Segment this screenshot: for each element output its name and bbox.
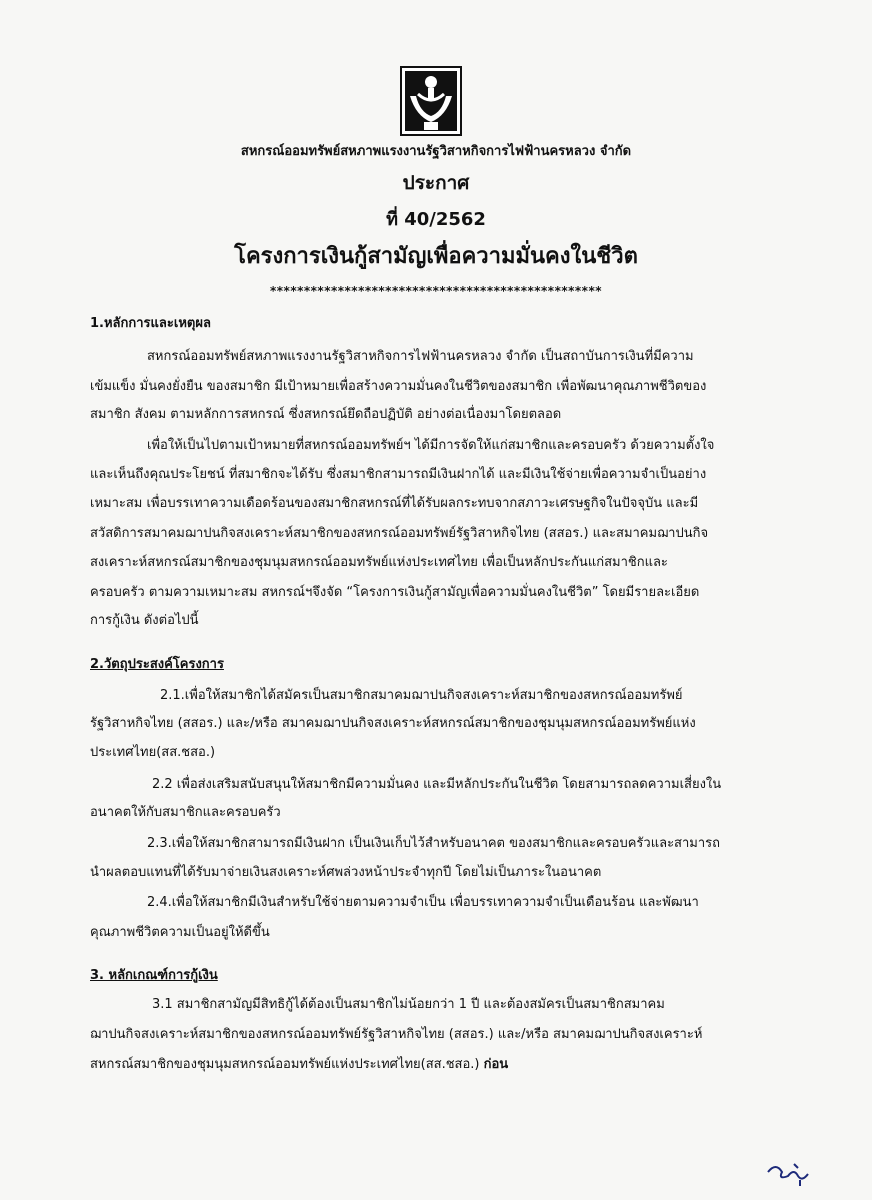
paragraph-text: สหกรณ์สมาชิกของชุมนุมสหกรณ์ออมทรัพย์แห่งประเทศไทย(สส.ชสอ.) [90,1057,484,1072]
paragraph-line [90,1057,508,1073]
announcement-number: ที่ 40/2562 [386,209,486,230]
paragraph-line: 2.2 เพื่อส่งเสริมสนับสนุนให้สมาชิกมีความมั่นคง และมีหลักประกันในชีวิต โดยสามารถลดความเสี่ยงใน [152,777,722,792]
paragraph-line: เข้มแข็ง มั่นคงยั่งยืน ของสมาชิก มีเป้าหมายเพื่อสร้างความมั่นคงในชีวิตของสมาชิก เพื่อพัฒนาคุณภาพชีวิตของ [90,379,707,394]
section2-heading: 2.วัตถุประสงค์โครงการ [90,657,224,672]
paragraph-line: เหมาะสม เพื่อบรรเทาความเดือดร้อนของสมาชิกสหกรณ์ที่ได้รับผลกระทบจากสภาวะเศรษฐกิจในปัจจุบัน และมี [90,496,699,511]
paragraph-line: 2.3.เพื่อให้สมาชิกสามารถมีเงินฝาก เป็นเงินเก็บไว้สำหรับอนาคต ของสมาชิกและครอบครัวและสามารถ [147,836,721,851]
paragraph-line: สงเคราะห์สหกรณ์สมาชิกของชุมนุมสหกรณ์ออมทรัพย์แห่งประเทศไทย เพื่อเป็นหลักประกันแก่สมาชิกและ [90,555,668,570]
cooperative-logo-icon [400,66,462,136]
organization-name: สหกรณ์ออมทรัพย์สหภาพแรงงานรัฐวิสาหกิจการไฟฟ้านครหลวง จำกัด [240,144,632,159]
paragraph-line: ฌาปนกิจสงเคราะห์สมาชิกของสหกรณ์ออมทรัพย์รัฐวิสาหกิจไทย (สสอร.) และ/หรือ สมาคมฌาปนกิจสงเคราะห์ [90,1027,703,1042]
paragraph-line: 3.1 สมาชิกสามัญมีสิทธิกู้ได้ต้องเป็นสมาชิกไม่น้อยกว่า 1 ปี และต้องสมัครเป็นสมาชิกสมาคม [152,997,665,1012]
project-title: โครงการเงินกู้สามัญเพื่อความมั่นคงในชีวิต [234,244,638,269]
paragraph-line: คุณภาพชีวิตความเป็นอยู่ให้ดีขึ้น [90,925,270,940]
emphasis-text: ก่อน [483,1057,509,1072]
paragraph-line: สหกรณ์ออมทรัพย์สหภาพแรงงานรัฐวิสาหกิจการไฟฟ้านครหลวง จำกัด เป็นสถาบันการเงินที่มีความ [147,349,694,364]
paragraph-line: นำผลตอบแทนที่ได้รับมาจ่ายเงินสงเคราะห์ศพล่วงหน้าประจำทุกปี โดยไม่เป็นภาระในอนาคต [90,865,602,880]
paragraph-line: รัฐวิสาหกิจไทย (สสอร.) และ/หรือ สมาคมฌาปนกิจสงเคราะห์สหกรณ์สมาชิกของชุมนุมสหกรณ์ออมทรัพย์แห่ง [90,716,696,731]
separator-line: ************************************************* [270,284,602,298]
paragraph-line: เพื่อให้เป็นไปตามเป้าหมายที่สหกรณ์ออมทรัพย์ฯ ได้มีการจัดให้แก่สมาชิกและครอบครัว ด้วยความตั้งใจ [147,438,715,453]
paragraph-line: 2.4.เพื่อให้สมาชิกมีเงินสำหรับใช้จ่ายตามความจำเป็น เพื่อบรรเทาความจำเป็นเดือนร้อน และพัฒนา [147,895,699,910]
paragraph-line: และเห็นถึงคุณประโยชน์ ที่สมาชิกจะได้รับ ซึ่งสมาชิกสามารถมีเงินฝากได้ และมีเงินใช้จ่ายเพื่อความจำเป็นอย่าง [90,467,707,482]
section1-heading: 1.หลักการและเหตุผล [90,316,211,331]
paragraph-line: อนาคตให้กับสมาชิกและครอบครัว [90,805,281,820]
initials-signature-icon [764,1158,814,1188]
section3-heading: 3. หลักเกณฑ์การกู้เงิน [90,968,218,983]
paragraph-line: สมาชิก สังคม ตามหลักการสหกรณ์ ซึ่งสหกรณ์ยึดถือปฏิบัติ อย่างต่อเนื่องมาโดยตลอด [90,407,562,422]
announcement-label: ประกาศ [402,172,470,194]
paragraph-line: ประเทศไทย(สส.ชสอ.) [90,745,216,760]
paragraph-line: การกู้เงิน ดังต่อไปนี้ [90,613,199,628]
paragraph-line: สวัสดิการสมาคมฌาปนกิจสงเคราะห์สมาชิกของสหกรณ์ออมทรัพย์รัฐวิสาหกิจไทย (สสอร.) และสมาคมฌาปนกิจ [90,526,709,541]
paragraph-line: ครอบครัว ตามความเหมาะสม สหกรณ์ฯจึงจัด “โครงการเงินกู้สามัญเพื่อความมั่นคงในชีวิต” โดยมีรายละเอียด [90,585,700,600]
paragraph-line: 2.1.เพื่อให้สมาชิกได้สมัครเป็นสมาชิกสมาคมฌาปนกิจสงเคราะห์สมาชิกของสหกรณ์ออมทรัพย์ [160,688,683,703]
